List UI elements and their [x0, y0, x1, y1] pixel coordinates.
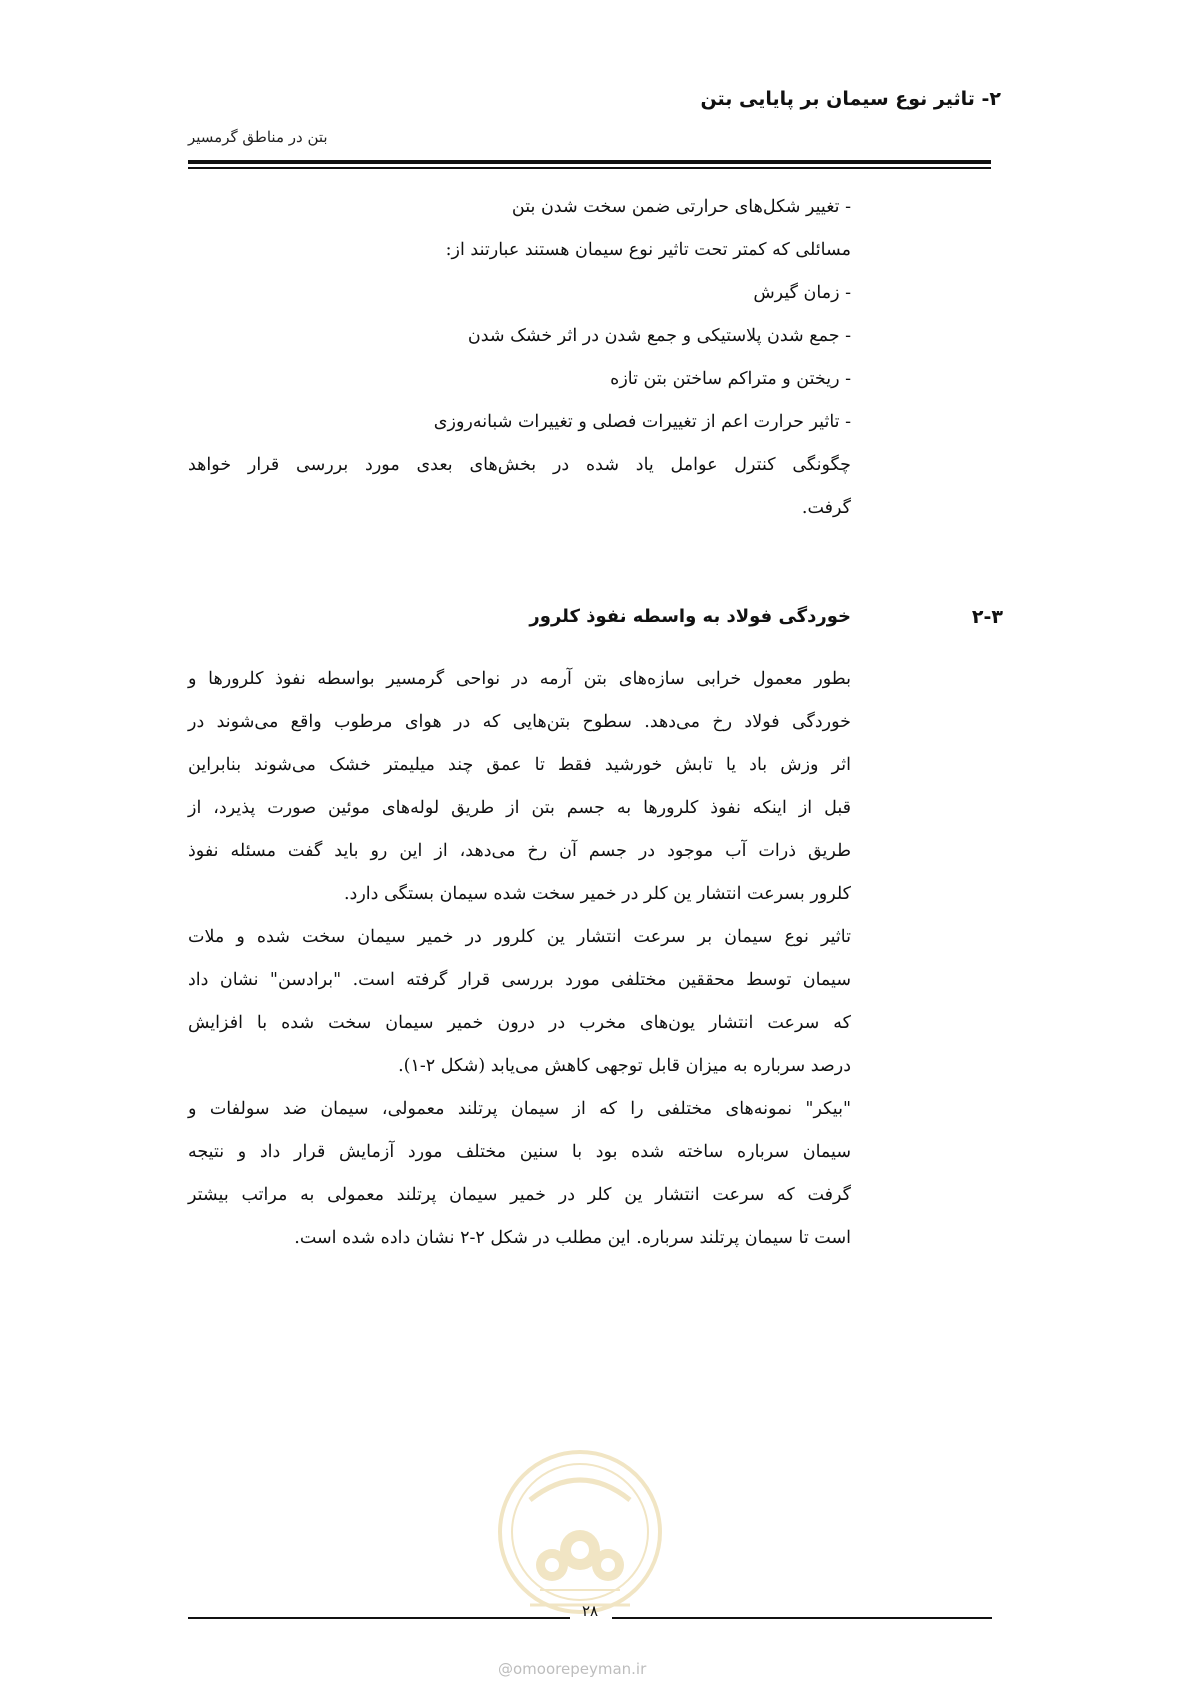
- paragraph-line: طریق ذرات آب موجود در جسم آن رخ می‌دهد، از این رو باید گفت مسئله نفوذ: [188, 841, 851, 861]
- list-item: - زمان گیرش: [753, 283, 851, 303]
- list-item: - تاثیر حرارت اعم از تغییرات فصلی و تغییرات شبانه‌روزی: [433, 412, 851, 432]
- paragraph-line: بطور معمول خرابی سازه‌های بتن آرمه در نواحی گرمسیر بواسطه نفوذ کلرورها و: [188, 669, 851, 689]
- header-rule-thin: [188, 167, 991, 169]
- paragraph-line: که سرعت انتشار یون‌های مخرب در درون خمیر سیمان سخت شده با افزایش: [188, 1013, 851, 1033]
- site-watermark: @omoorepeyman.ir: [498, 1660, 647, 1678]
- paragraph-line: مسائلی که کمتر تحت تاثیر نوع سیمان هستند عبارتند از:: [445, 240, 851, 260]
- paragraph-line: تاثیر نوع سیمان بر سرعت انتشار ین کلرور در خمیر سیمان سخت شده و ملات: [188, 927, 851, 947]
- paragraph-line: گرفت که سرعت انتشار ین کلر در خمیر سیمان پرتلند معمولی به مراتب بیشتر: [188, 1185, 851, 1205]
- intro-list: [188, 186, 851, 530]
- footer-rule-right: [612, 1617, 992, 1619]
- at-icon: @: [498, 1660, 513, 1678]
- running-header: بتن در مناطق گرمسیر: [188, 128, 328, 146]
- section-number: ۲-۳: [971, 606, 1003, 628]
- paragraph-line: گرفت.: [801, 498, 851, 518]
- paragraph-line: چگونگی کنترل عوامل یاد شده در بخش‌های بعدی مورد بررسی قرار خواهد: [188, 455, 851, 475]
- list-item: - جمع شدن پلاستیکی و جمع شدن در اثر خشک شدن: [467, 326, 851, 346]
- list-item: - ریختن و متراکم ساختن بتن تازه: [610, 369, 851, 389]
- section-body: [188, 658, 851, 1260]
- paragraph-line: سیمان توسط محققین مختلفی مورد بررسی قرار گرفته است. "برادسن" نشان داد: [188, 970, 851, 990]
- header-rule-thick: [188, 160, 991, 164]
- section-title: خوردگی فولاد به واسطه نفوذ کلرور: [529, 606, 851, 627]
- page-number: ۲۸: [582, 1602, 599, 1620]
- paragraph-line: سیمان سرباره ساخته شده بود با سنین مختلف مورد آزمایش قرار داد و نتیجه: [188, 1142, 851, 1162]
- list-item: - تغییر شکل‌های حرارتی ضمن سخت شدن بتن: [511, 197, 851, 217]
- paragraph-line: خوردگی فولاد رخ می‌دهد. سطوح بتن‌هایی که در هوای مرطوب واقع می‌شوند در: [188, 712, 851, 732]
- footer-rule-left: [188, 1617, 570, 1619]
- paragraph-line: درصد سرباره به میزان قابل توجهی کاهش می‌یابد (شکل ۲-۱).: [398, 1056, 851, 1076]
- paragraph-line: قبل از اینکه نفوذ کلرورها به جسم بتن از طریق لوله‌های موئین صورت پذیرد، از: [188, 798, 851, 818]
- paragraph-line: است تا سیمان پرتلند سرباره. این مطلب در شکل ۲-۲ نشان داده شده است.: [294, 1228, 851, 1248]
- paragraph-line: اثر وزش باد یا تابش خورشید فقط تا عمق چند میلیمتر خشک می‌شوند بنابراین: [188, 755, 851, 775]
- paragraph-line: "بیکر" نمونه‌های مختلفی را که از سیمان پرتلند معمولی، سیمان ضد سولفات و: [188, 1099, 851, 1119]
- paragraph-line: کلرور بسرعت انتشار ین کلر در خمیر سخت شده سیمان بستگی دارد.: [343, 884, 851, 904]
- chapter-title: ۲- تاثیر نوع سیمان بر پایایی بتن: [700, 88, 1001, 110]
- watermark-seal-logo: [490, 1440, 670, 1640]
